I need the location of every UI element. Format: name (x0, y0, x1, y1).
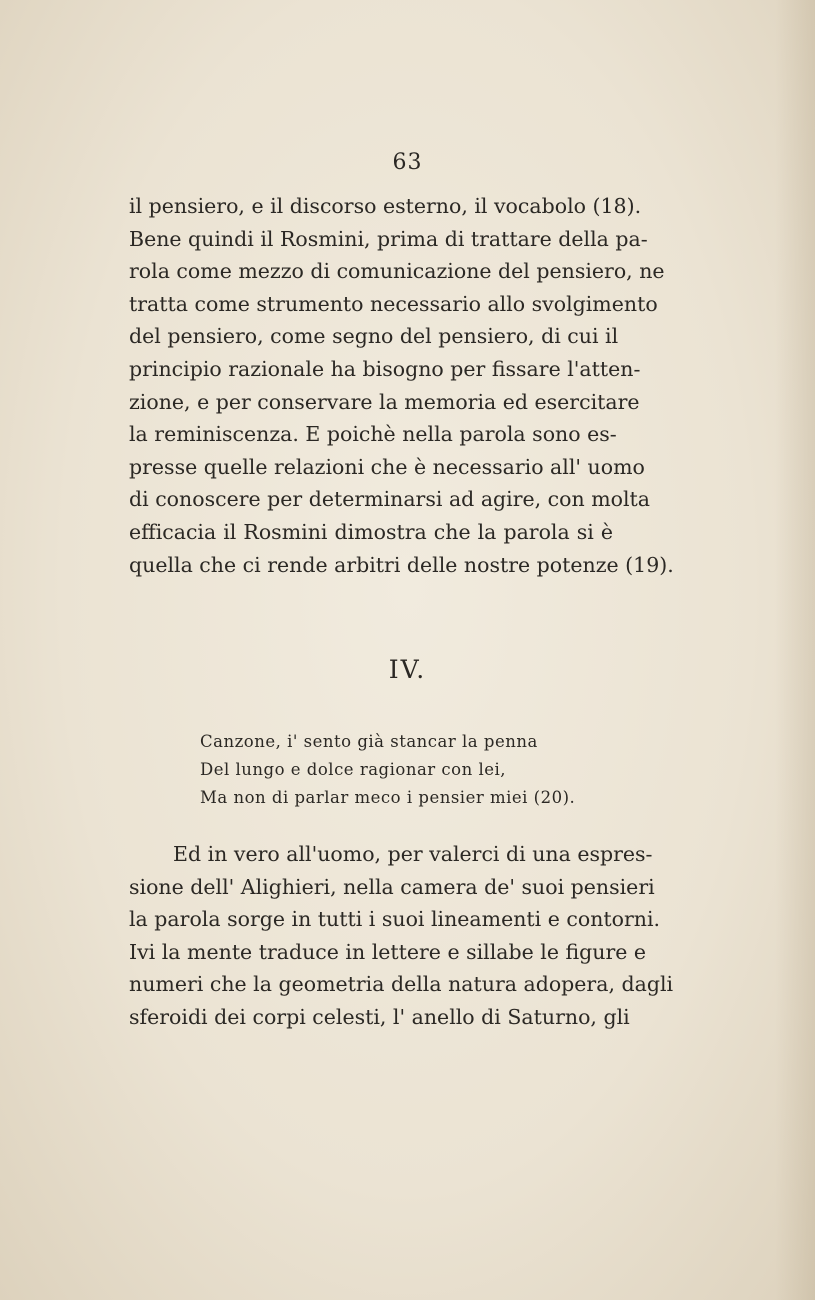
text-line: sferoidi dei corpi celesti, l' anello di Saturno, gli (129, 1004, 630, 1029)
text-line: quella che ci rende arbitri delle nostre potenze (19). (129, 552, 674, 577)
text-line: sione dell' Alighieri, nella camera de' suoi pensieri (129, 874, 655, 899)
text-line: la reminiscenza. E poichè nella parola sono es- (129, 422, 617, 447)
section-heading: IV. (388, 655, 427, 684)
paragraph-1 (129, 190, 674, 581)
text-line: di conoscere per determinarsi ad agire, con molta (129, 487, 651, 512)
text-line: principio razionale ha bisogno per fissare l'atten- (129, 356, 641, 381)
paragraph-2 (129, 838, 674, 1034)
text-line: tratta come strumento necessario allo svolgimento (129, 291, 658, 316)
page-number: 63 (392, 150, 423, 175)
text-line: rola come mezzo di comunicazione del pensiero, ne (129, 259, 665, 284)
verse-line: Ma non di parlar meco i pensier miei (20). (200, 788, 576, 807)
text-line: il pensiero, e il discorso esterno, il vocabolo (18). (129, 194, 642, 218)
text-line: la parola sorge in tutti i suoi lineamenti e contorni. (129, 907, 661, 932)
page-edge-shadow (775, 0, 815, 1300)
verse-line: Del lungo e dolce ragionar con lei, (200, 760, 507, 779)
verse-quotation (200, 728, 575, 812)
text-line: Ed in vero all'uomo, per valerci di una espres- (173, 842, 653, 866)
text-line: Bene quindi il Rosmini, prima di trattare della pa- (129, 226, 648, 251)
text-line: zione, e per conservare la memoria ed esercitare (129, 389, 640, 414)
text-line: del pensiero, come segno del pensiero, di cui il (129, 324, 619, 349)
text-line: presse quelle relazioni che è necessario all' uomo (129, 454, 645, 479)
text-line: efficacia il Rosmini dimostra che la parola si è (129, 519, 613, 544)
text-line: Ivi la mente traduce in lettere e sillabe le figure e (129, 939, 647, 964)
verse-line: Canzone, i' sento già stancar la penna (200, 732, 538, 751)
text-line: numeri che la geometria della natura adopera, dagli (129, 972, 674, 997)
